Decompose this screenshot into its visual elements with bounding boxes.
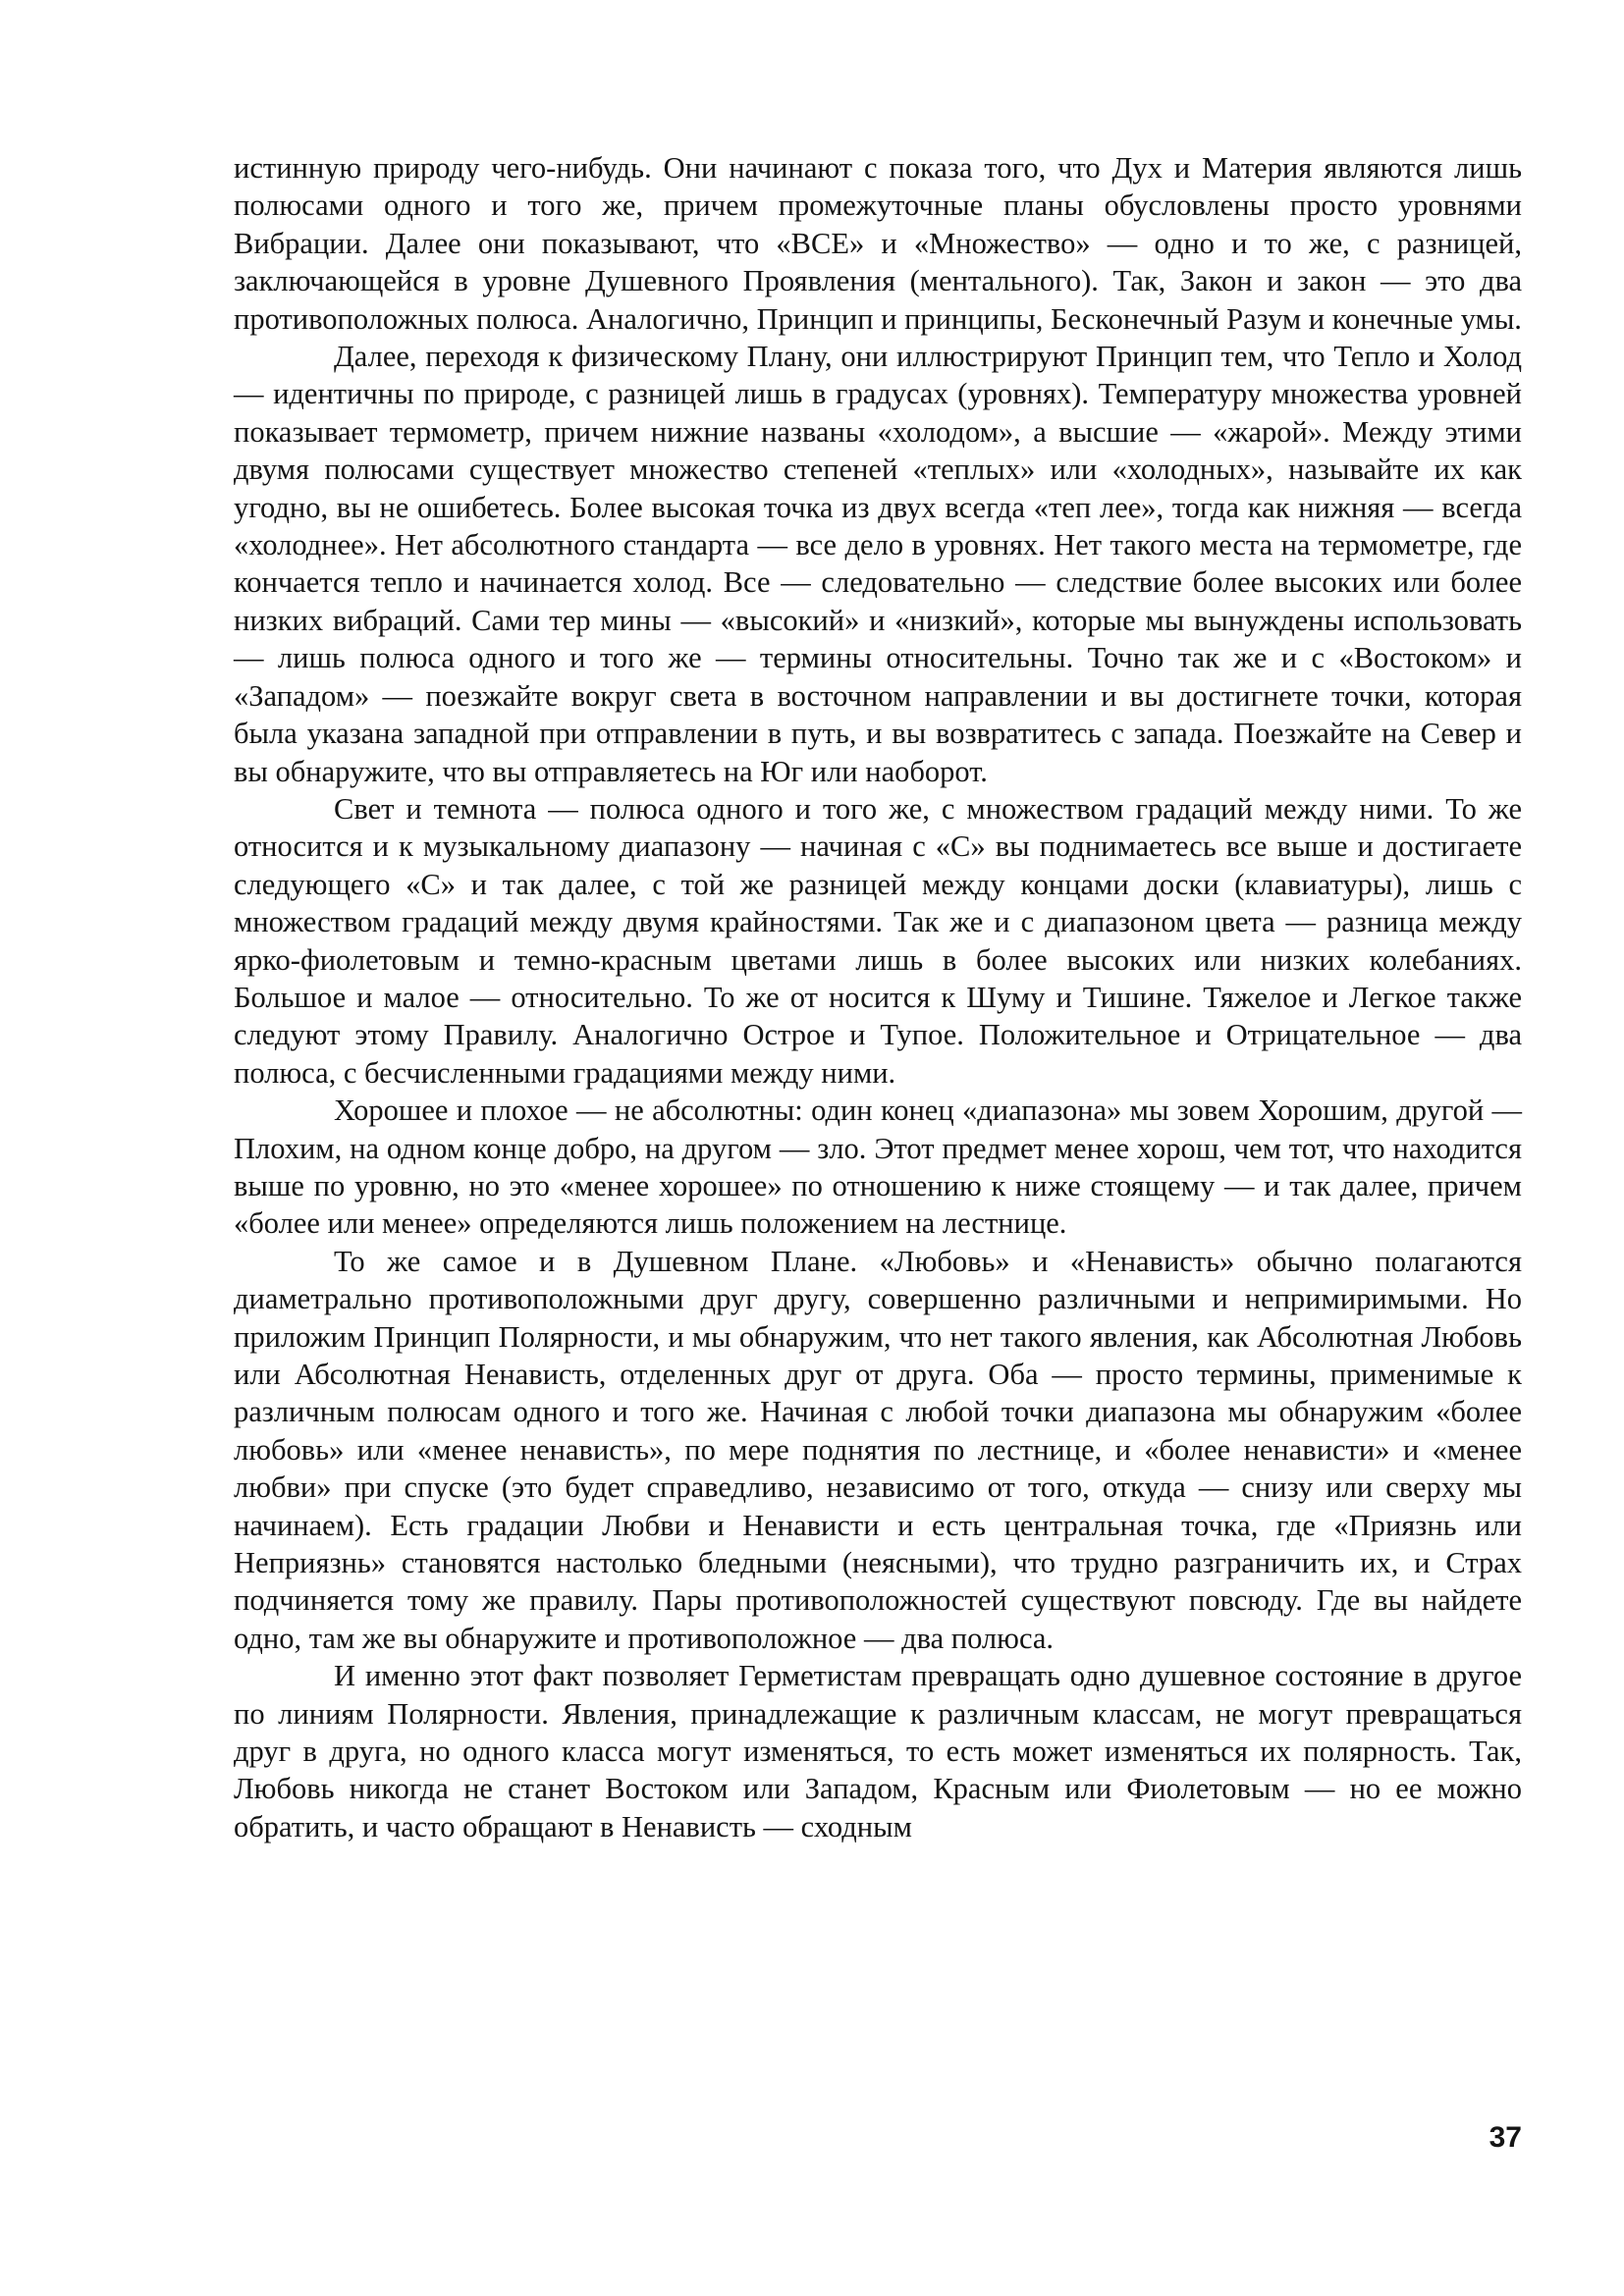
paragraph-5: То же самое и в Душевном Плане. «Любовь» и «Ненависть» обычно полагаются диаметрально противоположными друг другу, совершенно различными и непримиримыми. Но приложим Принцип Полярности, и мы обнаружим, что нет такого явления, как Абсолютная Любовь или Абсолютная Ненависть, отделенных друг от друга. Оба — просто термины, применимые к различным полюсам одного и того же. Начиная с любой точки диапазона мы обнаружим «более любовь» или «менее ненависть», по мере поднятия по лестнице, и «более ненависти» и «менее любви» при спуске (это будет справедливо, независимо от того, откуда — снизу или сверху мы начинаем). Есть градации Любви и Ненависти и есть центральная точка, где «Приязнь или Неприязнь» становятся настолько бледными (неясными), что трудно разграничить их, и Страх подчиняется тому же правилу. Пары противоположностей существуют повсюду. Где вы найдете одно, там же вы обнаружите и противоположное — два полюса. [234,1244,1522,1655]
paragraph-1: истинную природу чего-нибудь. Они начинают с показа того, что Дух и Материя являются лишь полюсами одного и того же, причем промежуточные планы обусловлены просто уровнями Вибрации. Далее они показывают, что «ВСЕ» и «Множество» — одно и то же, с разницей, заключающейся в уровне Душевного Проявления (ментального). Так, Закон и закон — это два противоположных полюса. Аналогично, Принцип и принципы, Бесконечный Разум и конечные умы. [234,151,1522,336]
paragraph-6: И именно этот факт позволяет Герметистам превращать одно душевное состояние в другое по линиям Полярности. Явления, принадлежащие к различным классам, не могут превращаться друг в друга, но одного класса могут изменяться, то есть может изменяться их полярность. Так, Любовь никогда не станет Востоком или Западом, Красным или Фиолетовым — но ее можно обратить, и часто обращают в Ненависть — сходным [234,1659,1522,1843]
body-text [234,149,1522,1845]
paragraph-2: Далее, переходя к физическому Плану, они иллюстрируют Принцип тем, что Тепло и Холод — идентичны по природе, с разницей лишь в градусах (уровнях). Температуру множества уровней показывает термометр, причем нижние названы «холодом», а высшие — «жарой». Между этими двумя полюсами существует множество степеней «теплых» или «холодных», называйте их как угодно, вы не ошибетесь. Более высокая точка из двух всегда «теп лее», тогда как нижняя — всегда «холоднее». Нет абсолютного стандарта — все дело в уровнях. Нет такого места на термометре, где кончается тепло и начинается холод. Все — следовательно — следствие более высоких или более низких вибраций. Сами тер мины — «высокий» и «низкий», которые мы вынуждены использовать — лишь полюса одного и того же — термины относительны. Точно так же и с «Востоком» и «Западом» — поезжайте вокруг света в восточном направлении и вы достигнете точки, которая была указана западной при отправлении в путь, и вы возвратитесь с запада. Поезжайте на Север и вы обнаружите, что вы отправляетесь на Юг или наоборот. [234,340,1522,788]
paragraph-4: Хорошее и плохое — не абсолютны: один конец «диапазона» мы зовем Хорошим, другой — Плохим, на одном конце добро, на другом — зло. Этот предмет менее хорош, чем тот, что находится выше по уровню, но это «менее хорошее» по отношению к ниже стоящему — и так далее, причем «более или менее» определяются лишь положением на лестнице. [234,1094,1522,1241]
page-number: 37 [1489,2121,1522,2154]
paragraph-3: Свет и темнота — полюса одного и того же, с множеством градаций между ними. То же относится и к музыкальному диапазону — начиная с «С» вы поднимаетесь все выше и достигаете следующего «С» и так далее, с той же разницей между концами доски (клавиатуры), лишь с множеством градаций между двумя крайностями. Так же и с диапазоном цвета — разница между ярко-фиолетовым и темно-красным цветами лишь в более высоких или низких колебаниях. Большое и малое — относительно. То же от носится к Шуму и Тишине. Тяжелое и Легкое также следуют этому Правилу. Аналогично Острое и Тупое. Положительное и Отрицательное — два полюса, с бесчисленными градациями между ними. [234,791,1522,1090]
